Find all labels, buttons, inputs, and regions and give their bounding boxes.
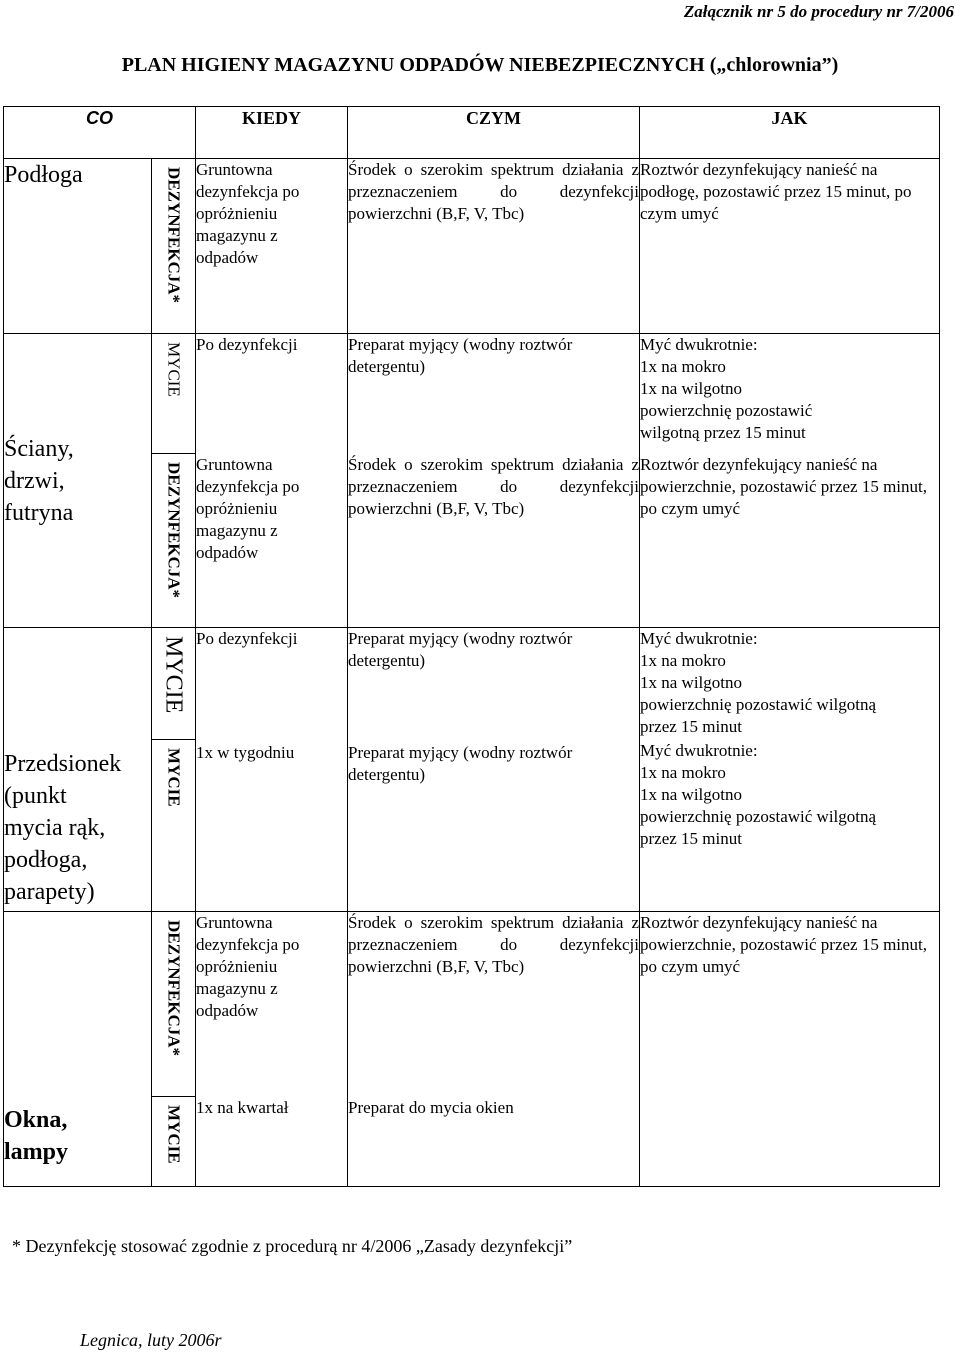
footer-place-date: Legnica, luty 2006r [80,1330,222,1350]
attachment-label: Załącznik nr 5 do procedury nr 7/2006 [683,2,954,21]
action-cell [152,454,196,628]
czym-cell: Preparat do mycia okien [348,1097,640,1187]
action-label: DEZYNFEKCJA* [164,462,184,599]
table-row [4,628,940,740]
czym-cell: Preparat myjący (wodny roztwór detergentu) [348,334,640,454]
action-cell [152,912,196,1097]
jak-cell: Roztwór dezynfekujący nanieść na powierzchnie, pozostawić przez 15 minut, po czym umyć [640,454,940,628]
area-podloga: Podłoga [4,159,152,334]
action-cell [152,1097,196,1187]
area-przedsionek: Przedsionek (punkt mycia rąk, podłoga, parapety) [4,628,152,912]
action-label: MYCIE [164,748,184,807]
table-row [4,334,940,454]
page-title: PLAN HIGIENY MAGAZYNU ODPADÓW NIEBEZPIECZNYCH („chlorownia”) [121,54,839,76]
header-czym: CZYM [348,107,640,159]
header-co: CO [4,107,196,159]
action-cell [152,334,196,454]
jak-cell: Roztwór dezynfekujący nanieść na powierzchnie, pozostawić przez 15 minut, po czym umyć [640,912,940,1097]
header-kiedy: KIEDY [196,107,348,159]
czym-cell: Środek o szerokim spektrum działania z przeznaczeniem do dezynfekcji powierzchni (B,F, V, Tbc) [348,912,640,1097]
kiedy-cell: Po dezynfekcji [196,628,348,740]
czym-cell: Preparat myjący (wodny roztwór detergentu) [348,628,640,740]
czym-cell: Środek o szerokim spektrum działania z przeznaczeniem do dezynfekcji powierzchni (B,F, V, Tbc) [348,454,640,628]
jak-cell: Myć dwukrotnie: 1x na mokro 1x na wilgotno powierzchnię pozostawić wilgotną przez 15 minut [640,334,940,454]
kiedy-cell: 1x w tygodniu [196,740,348,912]
kiedy-cell: Gruntowna dezynfekcja po opróżnieniu magazynu z odpadów [196,912,348,1097]
jak-cell: Roztwór dezynfekujący nanieść na podłogę, pozostawić przez 15 minut, po czym umyć [640,159,940,334]
area-okna: Okna, lampy [4,912,152,1187]
area-sciany: Ściany, drzwi, futryna [4,334,152,628]
footnote: * Dezynfekcję stosować zgodnie z procedurą nr 4/2006 „Zasady dezynfekcji” [12,1236,573,1256]
jak-cell [640,1097,940,1187]
kiedy-cell: Po dezynfekcji [196,334,348,454]
hygiene-plan-table [3,106,940,1187]
header-jak: JAK [640,107,940,159]
kiedy-cell: Gruntowna dezynfekcja po opróżnieniu magazynu z odpadów [196,159,348,334]
jak-cell: Myć dwukrotnie: 1x na mokro 1x na wilgotno powierzchnię pozostawić wilgotną przez 15 minut [640,628,940,740]
jak-cell: Myć dwukrotnie: 1x na mokro 1x na wilgotno powierzchnię pozostawić wilgotną przez 15 minut [640,740,940,912]
action-label: MYCIE [164,1105,184,1164]
table-row [4,159,940,334]
table-header-row [4,107,940,159]
czym-cell: Preparat myjący (wodny roztwór detergentu) [348,740,640,912]
action-label: MYCIE [164,342,184,397]
czym-cell: Środek o szerokim spektrum działania z przeznaczeniem do dezynfekcji powierzchni (B,F, V, Tbc) [348,159,640,334]
table-row [4,912,940,1097]
action-cell [152,159,196,334]
action-label: MYCIE [160,636,187,714]
action-cell [152,628,196,740]
action-label: DEZYNFEKCJA* [164,920,184,1057]
kiedy-cell: Gruntowna dezynfekcja po opróżnieniu magazynu z odpadów [196,454,348,628]
kiedy-cell: 1x na kwartał [196,1097,348,1187]
action-label: DEZYNFEKCJA* [164,167,184,304]
action-cell [152,740,196,912]
